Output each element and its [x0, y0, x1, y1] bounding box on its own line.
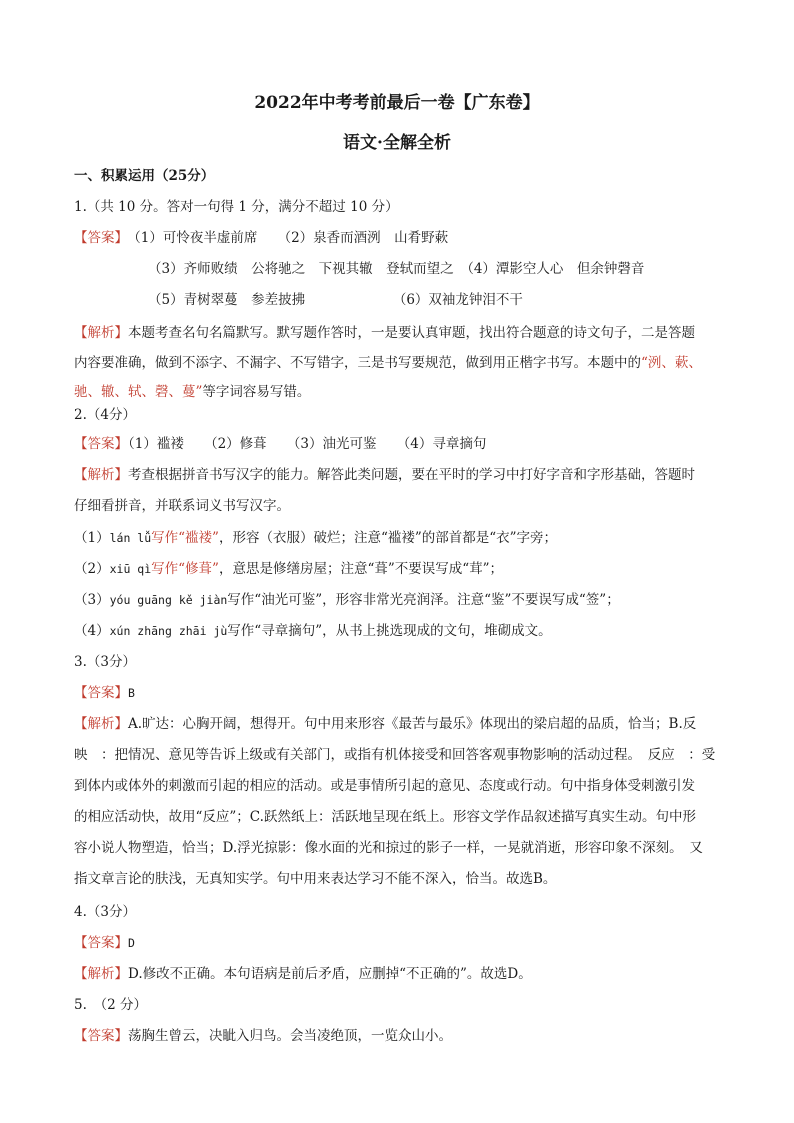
answer-text: B: [128, 686, 135, 700]
answer-text: （1）可怜夜半虚前席 （2）泉香而酒洌 山肴野蔌: [134, 230, 449, 246]
pinyin-item-2: [74, 559, 503, 579]
analysis-text: 写作“寻章摘句”，从书上挑选现成的文句，堆砌成文。: [227, 623, 552, 639]
analysis-text: A.旷达：心胸开阔，想得开。句中用来形容《最苦与最乐》体现出的梁启超的品质，恰当；B.反: [128, 716, 697, 732]
analysis-text: 容小说人物塑造，恰当；D.浮光掠影：像水面的光和掠过的影子一样，一晃就消逝，形容印象不深刻。 又: [74, 840, 703, 856]
analysis-text: 等字词容易写错。: [202, 384, 311, 400]
item-number: （3）: [74, 592, 110, 608]
pinyin-text: xiū qì: [109, 562, 152, 576]
answer-tag: 【答案】: [74, 935, 128, 951]
analysis-text: 指文章言论的肤浅，无真知实学。句中用来表达学习不能不深入，恰当。故选B。: [74, 871, 557, 887]
item-number: （4）: [74, 623, 110, 639]
analysis-text-line: [74, 382, 310, 402]
analysis-text: 的相应活动快，故用“反应”；C.跃然纸上：活跃地呈现在纸上。形容文学作品叙述描写真实生动。句中形: [74, 809, 696, 825]
analysis-tag: 【解析】: [74, 467, 128, 483]
answer-text: （5）青树翠蔓 参差披拂 （6）双袖龙钟泪不干: [148, 292, 523, 308]
item-number: （1）: [74, 530, 110, 546]
question-4-answer: [74, 933, 135, 953]
analysis-text: 仔细看拼音，并联系词义书写汉字。: [74, 498, 290, 514]
question-4-heading: 4.（3分）: [74, 904, 136, 920]
analysis-tag: 【解析】: [74, 716, 128, 732]
pinyin-text: lán lǚ: [109, 531, 152, 545]
answer-tag: 【答案】: [74, 685, 128, 701]
question-3-heading: 3.（3分）: [74, 654, 136, 670]
question-5-heading: 5. （2 分）: [74, 997, 148, 1013]
analysis-text: 内容要准确，做到不添字、不漏字、不写错字，三是书写要规范，做到用正楷字书写。本题中的: [74, 355, 641, 371]
analysis-text: ，形容（衣服）破烂；注意“褴褛”的部首都是“衣”字旁；: [218, 530, 558, 546]
highlight-text: 驰、辙、轼、磬、蔓”: [74, 384, 203, 400]
analysis-text: 到体内或体外的刺激而引起的相应的活动。或是事情所引起的意见、态度或行动。句中指身体受刺激引发: [74, 778, 695, 794]
highlight-text: 写作“修葺”: [151, 561, 219, 577]
question-1-heading: 1.（共 10 分。答对一句得 1 分，满分不超过 10 分）: [74, 199, 399, 215]
page-subtitle: 语文·全解全析: [343, 133, 451, 153]
section-heading: 一、积累运用（25分）: [74, 168, 215, 184]
question-3-answer: [74, 683, 135, 703]
analysis-text: ，意思是修缮房屋；注意“葺”不要误写成“茸”；: [218, 561, 504, 577]
pinyin-item-1: [74, 528, 557, 548]
pinyin-text: xún zhāng zhāi jù: [109, 624, 228, 638]
page-title: 2022年中考考前最后一卷【广东卷】: [254, 93, 540, 113]
highlight-text: 写作“褴褛”: [151, 530, 219, 546]
question-2-heading: 2.（4分）: [74, 407, 136, 423]
analysis-text: 本题考查名句名篇默写。默写题作答时，一是要认真审题，找出符合题意的诗文句子，二是答题: [128, 325, 695, 341]
answer-text: （1）褴褛 （2）修葺 （3）油光可鉴 （4）寻章摘句: [128, 436, 487, 452]
answer-tag: 【答案】: [74, 436, 128, 452]
answer-text: 荡胸生曾云，决眦入归鸟。会当凌绝顶，一览众山小。: [128, 1028, 452, 1044]
question-1-answer: [74, 228, 448, 248]
analysis-text: D.修改不正确。本句语病是前后矛盾，应删掉“不正确的”。故选D。: [128, 966, 532, 982]
item-number: （2）: [74, 561, 110, 577]
question-2-analysis: [74, 465, 695, 485]
question-1-analysis: [74, 323, 695, 343]
question-2-answer: [74, 434, 486, 454]
analysis-tag: 【解析】: [74, 966, 128, 982]
answer-text: D: [128, 936, 135, 950]
answer-text: （3）齐师败绩 公将驰之 下视其辙 登轼而望之 （4）潭影空人心 但余钟磬音: [148, 261, 645, 277]
pinyin-text: yóu guāng kě jiàn: [109, 593, 228, 607]
analysis-text: 映 ：把情况、意见等告诉上级或有关部门，或指有机体接受和回答客观事物影响的活动过程。 反应 ：受: [74, 747, 716, 763]
pinyin-item-3: [74, 590, 620, 610]
question-3-analysis: [74, 714, 696, 734]
analysis-tag: 【解析】: [74, 325, 128, 341]
question-5-answer: [74, 1026, 452, 1046]
analysis-text: 写作“油光可鉴”，形容非常光亮润泽。注意“鉴”不要误写成“签”；: [227, 592, 620, 608]
question-4-analysis: [74, 964, 532, 984]
pinyin-item-4: [74, 621, 552, 641]
analysis-text: 考查根据拼音书写汉字的能力。解答此类问题，要在平时的学习中打好字音和字形基础，答题时: [128, 467, 695, 483]
answer-tag: 【答案】: [74, 1028, 128, 1044]
analysis-text-line: [74, 353, 702, 373]
highlight-text: “洌、蔌、: [641, 355, 702, 371]
answer-tag: 【答案】: [74, 230, 128, 246]
